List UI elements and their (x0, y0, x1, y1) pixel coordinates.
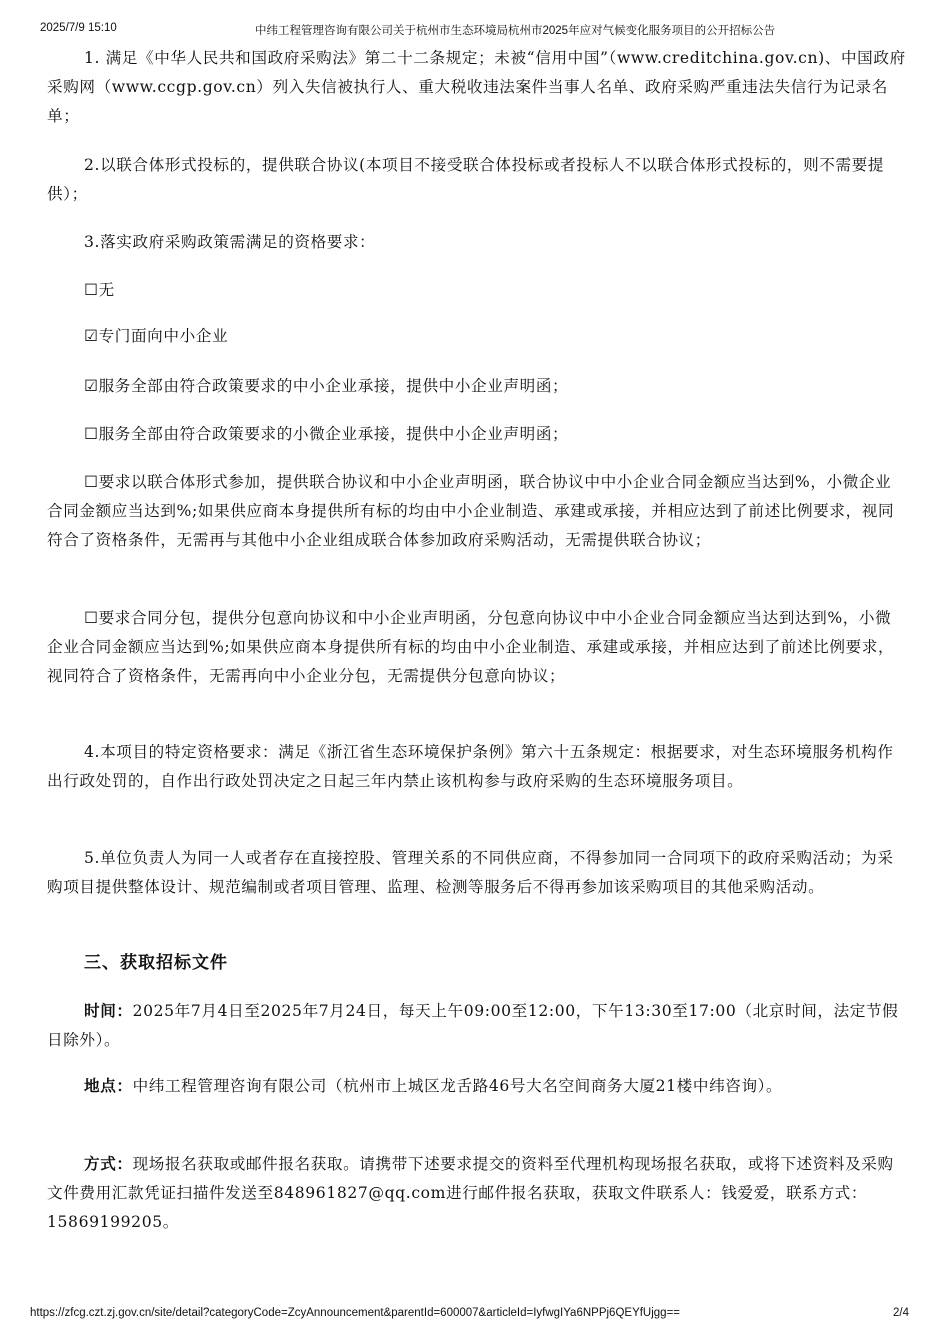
qualification-item-4: 4.本项目的特定资格要求：满足《浙江省生态环境保护条例》第六十五条规定：根据要求，对生态环境服务机构作出行政处罚的，自作出行政处罚决定之日起三年内禁止该机构参与政府采购的生态环境服务项目。 (47, 743, 894, 790)
policy-option-consortium: ☐要求以联合体形式参加，提供联合协议和中小企业声明函，联合协议中中小企业合同金额应当达到%，小微企业合同金额应当达到%;如果供应商本身提供所有标的均由中小企业制造、承建或承接，并相应达到了前述比例要求，视同符合了资格条件，无需再与其他中小企业组成联合体参加政府采购活动，无需提供联合协议； (47, 473, 895, 549)
obtain-time: 时间：2025年7月4日至2025年7月24日，每天上午09:00至12:00，下午13:30至17:00（北京时间，法定节假日除外）。 (47, 1002, 899, 1049)
time-label: 时间： (84, 1002, 133, 1020)
policy-option-micro-service: ☐服务全部由符合政策要求的小微企业承接，提供中小企业声明函； (84, 425, 569, 443)
checkbox-unchecked-icon: ☐ (84, 281, 99, 299)
policy-option-none: ☐无 (84, 281, 115, 299)
checkbox-unchecked-icon: ☐ (84, 609, 99, 627)
policy-option-sme-service: ☑服务全部由符合政策要求的中小企业承接，提供中小企业声明函； (84, 377, 569, 395)
place-label: 地点： (84, 1077, 133, 1095)
qualification-item-3: 3.落实政府采购政策需满足的资格要求： (84, 233, 376, 251)
checkbox-checked-icon: ☑ (84, 377, 99, 395)
print-page-title: 中纬工程管理咨询有限公司关于杭州市生态环境局杭州市2025年应对气候变化服务项目的公开招标公告 (255, 25, 776, 37)
print-url: https://zfcg.czt.zj.gov.cn/site/detail?categoryCode=ZcyAnnouncement&parentId=600007&articleId=IyfwgIYa6NPPj6QEYfUjgg== (30, 1307, 681, 1319)
qualification-item-1: 1. 满足《中华人民共和国政府采购法》第二十二条规定；未被“信用中国”（www.creditchina.gov.cn)、中国政府采购网（www.ccgp.gov.cn）列入失信被执行人、重大税收违法案件当事人名单、政府采购严重违法失信行为记录名单； (47, 49, 906, 125)
obtain-place: 地点：中纬工程管理咨询有限公司（杭州市上城区龙舌路46号大名空间商务大厦21楼中纬咨询）。 (84, 1077, 783, 1095)
checkbox-unchecked-icon: ☐ (84, 425, 99, 443)
checkbox-unchecked-icon: ☐ (84, 473, 99, 491)
checkbox-checked-icon: ☑ (84, 327, 99, 345)
policy-option-subcontract: ☐要求合同分包，提供分包意向协议和中小企业声明函，分包意向协议中中小企业合同金额应当达到达到%，小微企业合同金额应当达到%;如果供应商本身提供所有标的均由中小企业制造、承建或承接，并相应达到了前述比例要求，视同符合了资格条件，无需再向中小企业分包，无需提供分包意向协议； (47, 609, 895, 685)
print-datetime: 2025/7/9 15:10 (40, 22, 117, 34)
page-number: 2/4 (893, 1307, 909, 1319)
policy-option-sme-only: ☑专门面向中小企业 (84, 327, 229, 345)
qualification-item-2: 2.以联合体形式投标的，提供联合协议(本项目不接受联合体投标或者投标人不以联合体形式投标的，则不需要提供）； (47, 156, 885, 203)
obtain-method: 方式：现场报名获取或邮件报名获取。请携带下述要求提交的资料至代理机构现场报名获取，或将下述资料及采购文件费用汇款凭证扫描件发送至848961827@qq.com进行邮件报名获取，获取文件联系人：钱爱爱，联系方式：15869199205。 (47, 1155, 894, 1231)
qualification-item-5: 5.单位负责人为同一人或者存在直接控股、管理关系的不同供应商，不得参加同一合同项下的政府采购活动；为采购项目提供整体设计、规范编制或者项目管理、监理、检测等服务后不得再参加该采购项目的其他采购活动。 (47, 849, 894, 896)
method-label: 方式： (84, 1155, 133, 1173)
section-heading-obtain-documents: 三、获取招标文件 (84, 953, 228, 973)
